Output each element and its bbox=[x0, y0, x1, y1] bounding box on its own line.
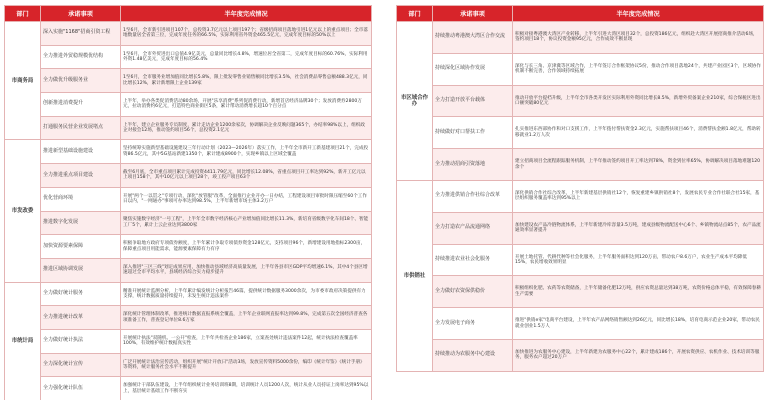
status-cell: 上半年，建立企业服务专员制度，累计走访企业1200余家次，协调解决企业反映问题365个，办结率98%以上，组织政企对接会12场，推动签约项目56个，总投资2.1亿元 bbox=[121, 116, 372, 140]
table-row bbox=[5, 45, 372, 69]
status-cell: 积极组织化肥、农药等农资储备，上半年储备化肥12万吨，供应农资总量达到38万吨，农资价格总体平稳，有效保障春耕生产需要 bbox=[513, 276, 764, 308]
commitment-item-cell: 全力推进供销合作社综合改革 bbox=[433, 180, 513, 212]
table-row bbox=[5, 140, 372, 164]
table-row bbox=[397, 85, 764, 117]
table-row bbox=[397, 117, 764, 149]
commitment-item-cell: 创新推进消费提升 bbox=[41, 93, 121, 117]
right-table-panel bbox=[396, 5, 764, 400]
dept-cell: 市供销社 bbox=[397, 180, 433, 371]
status-cell: 加强统计干部队伍建设，上半年组织统计业务培训班8期，培训统计人员1200人次，统计从业人员持证上岗率达到95%以上，基层统计基础工作不断夯实 bbox=[121, 377, 372, 400]
commitment-item-cell: 加快资源要素保障 bbox=[41, 235, 121, 259]
commitment-item-cell: 推进数字化发展 bbox=[41, 211, 121, 235]
dept-cell: 市区域合作办 bbox=[397, 22, 433, 181]
left-header-row bbox=[5, 6, 372, 22]
status-cell: 积极争取地方政府专项债券额度，上半年累计争取专项债券资金128亿元，支持项目96个，新增建设用地指标2300亩，保障重点项目用能需求，能源要素保障有力有序 bbox=[121, 235, 372, 259]
status-cell: 建立招商项目全流程跟踪服务机制，上半年推动签约项目开工率达到78%，资金到位率65%，协调解决项目落地难题120余个 bbox=[513, 149, 764, 181]
header-status: 半年度完成情况 bbox=[121, 6, 372, 22]
table-row bbox=[397, 308, 764, 340]
status-cell: 推动开放平台提档升级，上半年全市各类开发区实际利用外资同比增长8.5%，新增外贸备案企业210家，综合保税区进出口额突破80亿元 bbox=[513, 85, 764, 117]
commitment-item-cell: 全力推进重点项目建设 bbox=[41, 164, 121, 188]
status-cell: 深化与长三角、京津冀等区域合作，上半年签订合作框架协议5份，推动合作项目落地24个，共建产业园区3个，区域协作机制不断完善，合作领域持续拓展 bbox=[513, 53, 764, 85]
table-row bbox=[5, 187, 372, 211]
status-cell: 扎实推进东西部协作和对口支援工作，上半年拨付帮扶资金2.3亿元，实施帮扶项目46个，消费帮扶金额1.8亿元，帮助转移就业1.2万人次 bbox=[513, 117, 764, 149]
right-commitment-table bbox=[396, 5, 764, 372]
status-cell: 深化供销合作社综合改革，上半年新建基层供销社12个，恢复重建乡镇供销社8个，发展农民专业合作社联合社15家，基层组织服务覆盖率达到95%以上 bbox=[513, 180, 764, 212]
commitment-item-cell: 全力做好统计执法 bbox=[41, 329, 121, 353]
table-row bbox=[397, 180, 764, 212]
left-table-panel bbox=[4, 5, 372, 400]
commitment-item-cell: 全力打造农产品流通网络 bbox=[433, 212, 513, 244]
commitment-item-cell: 优化营商环境 bbox=[41, 187, 121, 211]
table-row bbox=[397, 22, 764, 54]
status-cell: 开展土地托管、代耕代种等社会化服务，上半年服务面积达到120万亩，带动农户8.6万户，农业生产成本平均降低15%，农民增收效果明显 bbox=[513, 244, 764, 276]
dept-cell: 市商务局 bbox=[5, 22, 41, 140]
commitment-item-cell: 全力做好统计服务 bbox=[41, 282, 121, 306]
status-cell: 推进"供销e家"电商平台建设，上半年农产品网络销售额达到26亿元，同比增长18%，培育电商示范企业20家，带动农民就业创业1.5万人 bbox=[513, 308, 764, 340]
status-cell: 1至6月，全市外贸进出口总值4.9亿美元，总量同比增长4.8%，增速位居全省第二，完成年度目标的60.76%，实际利用外资1.48亿美元，完成年度目标的56.4% bbox=[121, 45, 372, 69]
table-row bbox=[397, 276, 764, 308]
commitment-item-cell: 全力做好农资保供稳价 bbox=[433, 276, 513, 308]
table-row bbox=[5, 258, 372, 282]
status-cell: 1至6月，全市服务业增加值同比增长5.8%，限上批发零售业销售额同比增长3.5%，社会消费品零售总额488.3亿元，同比增长12%，累计新增限上企业139家 bbox=[121, 69, 372, 93]
dept-cell: 市发改委 bbox=[5, 140, 41, 282]
header-status: 半年度完成情况 bbox=[513, 6, 764, 22]
table-row bbox=[5, 69, 372, 93]
status-cell: 积极对接粤港澳大湾区产业转移，上半年引进大湾区项目32个，总投资186亿元，组织赴大湾区开展招商推介活动6场，签约项目18个，协议投资金额95亿元，合作成效不断显现 bbox=[513, 22, 764, 54]
table-row bbox=[5, 329, 372, 353]
status-cell: 截至6月底，全市重点项目累计完成投资4411.79亿元，同比增长12.08%，省重点项目开工率达到92%，新开工亿元以上项目158个，其中10亿元以上项目28个，竣工投产项目63个 bbox=[121, 164, 372, 188]
header-dept: 部门 bbox=[397, 6, 433, 22]
table-row bbox=[5, 93, 372, 117]
table-row bbox=[5, 22, 372, 46]
header-dept: 部门 bbox=[5, 6, 41, 22]
right-table-body bbox=[397, 22, 764, 372]
commitment-item-cell: 全力强化统计队伍 bbox=[41, 377, 121, 400]
commitment-item-cell: 持续做好对口帮扶工作 bbox=[433, 117, 513, 149]
table-row bbox=[5, 235, 372, 259]
dept-cell: 市统计局 bbox=[5, 282, 41, 400]
commitment-item-cell: 全力推进外贸稳规模优结构 bbox=[41, 45, 121, 69]
commitment-item-cell: 全力深化统计宣传 bbox=[41, 353, 121, 377]
commitment-item-cell: 打通服务民营企业发展堵点 bbox=[41, 116, 121, 140]
status-cell: 加快推进为农服务中心建设，上半年新建为农服务中心22个，累计建成186个，开展农资供应、农机作业、技术培训等服务，服务农户超过20万户 bbox=[513, 339, 764, 371]
commitment-item-cell: 持续推动为农服务中心建设 bbox=[433, 339, 513, 371]
table-row bbox=[5, 353, 372, 377]
header-item: 承诺事项 bbox=[41, 6, 121, 22]
status-cell: 开展"两个一以贯之"专项行动，深化"放管服"改革，全面推行企业开办一日办结，工程建设项目审批时限压缩至60个工作日以内，"一网通办"事项可办率达到98.5%，上半年新增市场主体3.2万户 bbox=[121, 187, 372, 211]
commitment-item-cell: 推进区域协调发展 bbox=[41, 258, 121, 282]
status-cell: 广泛开展统计法治宣传活动，组织开展"统计开放日"活动3场，发放宣传资料5000余份，编印《统计年鉴》《统计手册》等资料，统计服务社会水平不断提升 bbox=[121, 353, 372, 377]
status-cell: 1至6月，全市新引进项目107个，总投资3.7亿元以上项目197个；省级招商项目落地引进1亿元以上的重点项目；全市落地数量居全省第三位，完成年度任务的66.5%，实际利用省外资金465.5亿元，完成年度目标的50%以上 bbox=[121, 22, 372, 46]
left-table-body bbox=[5, 22, 372, 401]
status-cell: 坚持统筹实施新型基础设施建设三年行动计划（2023—2026年）落实工作，上半年全市新开工新基建项目21个，完成投资86.5亿元，其中5G基站新建1350个，累计建成8900个，实现乡镇以上区域全覆盖 bbox=[121, 140, 372, 164]
table-row bbox=[5, 116, 372, 140]
table-row bbox=[5, 306, 372, 330]
commitment-item-cell: 持续推动粤港澳大湾区合作交流 bbox=[433, 22, 513, 54]
commitment-item-cell: 深入实施"1168"招商引资工程 bbox=[41, 22, 121, 46]
status-cell: 深化统计管理体制改革，推进统计数据直报系统全覆盖，上半年企业联网直报率达到99.8%，完成第五次全国经济普查各项准备工作，普查登记单位8.6万家 bbox=[121, 306, 372, 330]
commitment-item-cell: 推进新型基础设施建设 bbox=[41, 140, 121, 164]
commitment-item-cell: 全力发展电子商务 bbox=[433, 308, 513, 340]
table-row bbox=[5, 164, 372, 188]
status-cell: 深入推进"三区三线"划定成果应用，加快推动县域经济高质量发展，上半年各县市区GDP平均增速6.1%，其中4个县区增速超过全市平均水平，县域经济综合实力稳步提升 bbox=[121, 258, 372, 282]
status-cell: 开展统计执法"双随机、一公开"检查，上半年共检查企业186家，立案查处统计违法案件12起，统计执法检查覆盖率100%，有效维护统计数据真实性 bbox=[121, 329, 372, 353]
table-row bbox=[397, 149, 764, 181]
table-row bbox=[397, 244, 764, 276]
table-row bbox=[5, 282, 372, 306]
table-row bbox=[5, 377, 372, 400]
commitment-item-cell: 全力打造开放平台载体 bbox=[433, 85, 513, 117]
status-cell: 精准开展统计监测分析，上半年累计编发统计分析报告46篇，提供统计数据服务3000余次，为市委市政府决策提供有力支撑，统计数据质量持续提升，未发生统计违法案件 bbox=[121, 282, 372, 306]
table-row bbox=[397, 212, 764, 244]
header-item: 承诺事项 bbox=[433, 6, 513, 22]
commitment-item-cell: 持续推进农业社会化服务 bbox=[433, 244, 513, 276]
commitment-item-cell: 全力做优升级服务业 bbox=[41, 69, 121, 93]
status-cell: 聚焦实施数字经济"一号工程"，上半年全市数字经济核心产业增加值同比增长11.3%，新培育省级数字化车间18个、智能工厂5个，累计上云企业达到3800家 bbox=[121, 211, 372, 235]
left-commitment-table bbox=[4, 5, 372, 400]
commitment-item-cell: 持续深化区域协作发展 bbox=[433, 53, 513, 85]
status-cell: 加快建设农产品冷链物流体系，上半年新建冷库容量3.5万吨，建成县级物流配送中心6个、乡镇物流站点85个，农产品流通效率显著提升 bbox=[513, 212, 764, 244]
right-header-row bbox=[397, 6, 764, 22]
commitment-item-cell: 全力推动招商引资落地 bbox=[433, 149, 513, 181]
table-row bbox=[397, 339, 764, 371]
table-row bbox=[5, 211, 372, 235]
table-row bbox=[397, 53, 764, 85]
commitment-item-cell: 全力推进统计改革 bbox=[41, 306, 121, 330]
status-cell: 上半年，举办各类促消费活动80余场，开展"乐享消费"系列促消费行动，新增首店经济品牌30个；发放消费券2800万元，拉动消费约6亿元，打造特色商业街区5条，累计带动消费增长超10个百分点 bbox=[121, 93, 372, 117]
